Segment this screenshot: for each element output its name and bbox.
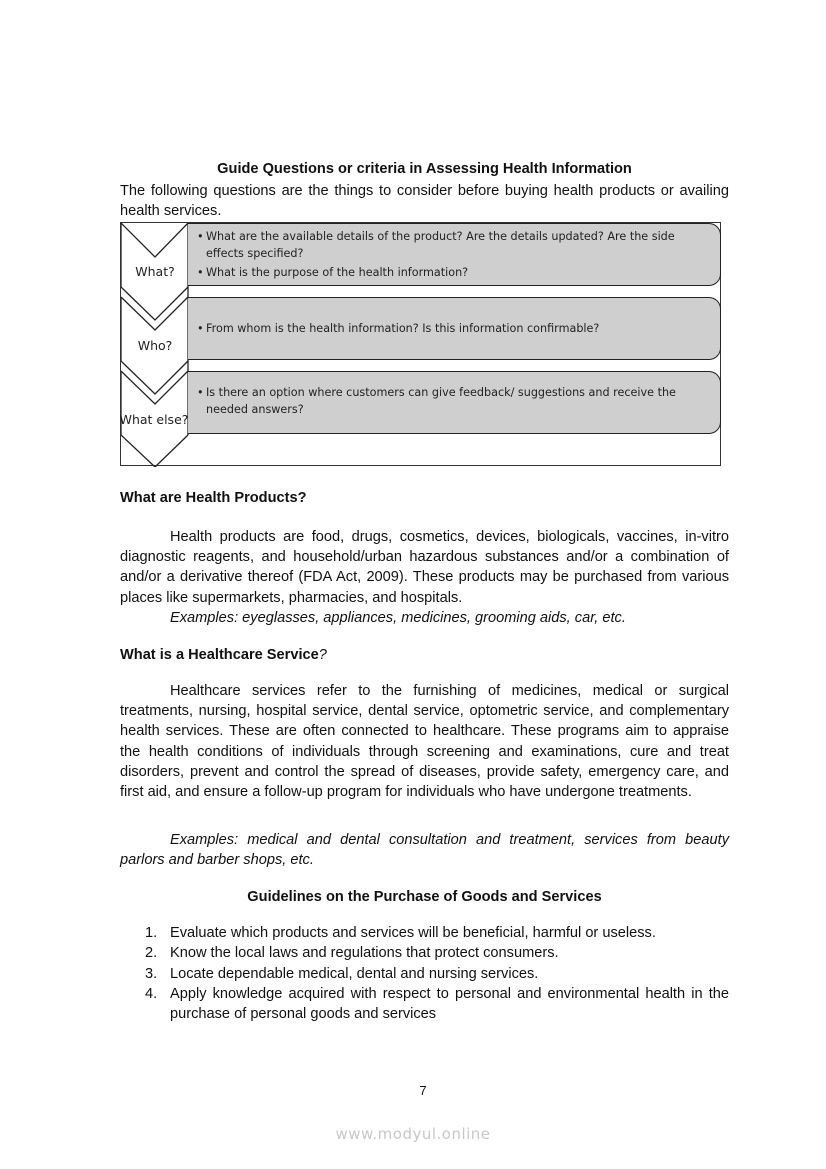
healthcare-service-paragraph: Healthcare services refer to the furnishing of medicines, medical or surgical treatments, nursing, hospital service, dental service, optometric service, and complementary health services. These are often connected to healthcare. These programs aim to appraise the health conditions of individuals through screening and examinations, cure and treat disorders, prevent and control the spread of diseases, provide safety, emergency care, and first aid, and ensure a follow-up program for individuals who have undergone treatments.	[120, 683, 729, 801]
question-item: • What is the purpose of the health information?	[197, 265, 710, 282]
list-item-number: 3.	[145, 965, 158, 982]
list-item	[145, 984, 729, 1025]
list-item-number: 2.	[145, 945, 158, 962]
list-item	[145, 923, 729, 943]
intro-paragraph: The following questions are the things to consider before buying health products or availing health services.	[120, 183, 729, 220]
question-item: • Is there an option where customers can give feedback/ suggestions and receive the needed answers?	[197, 385, 710, 418]
chevron-label-who: Who?	[137, 338, 173, 353]
heading-healthcare-service-text: What is a Healthcare Service	[120, 647, 319, 663]
question-item: • From whom is the health information? Is this information confirmable?	[197, 321, 710, 338]
chevron-label-what-else: What else?	[119, 412, 189, 427]
list-item-text: Locate dependable medical, dental and nursing services.	[170, 965, 539, 982]
guide-questions-diagram	[120, 222, 721, 466]
heading-healthcare-service	[120, 647, 327, 663]
list-item-text: Apply knowledge acquired with respect to personal and environmental health in the purchase of personal goods and services	[170, 985, 729, 1023]
list-item-number: 4.	[145, 985, 158, 1002]
guidelines-list	[145, 923, 729, 1024]
list-item-text: Know the local laws and regulations that protect consumers.	[170, 945, 559, 962]
question-box-what-else	[188, 371, 721, 434]
list-item-text: Evaluate which products and services will be beneficial, harmful or useless.	[170, 925, 656, 941]
list-item	[145, 943, 729, 963]
question-item: • What are the available details of the product? Are the details updated? Are the side effects specified?	[197, 229, 710, 262]
health-products-paragraph: Health products are food, drugs, cosmetics, devices, biologicals, vaccines, in-vitro diagnostic reagents, and household/urban hazardous substances and/or a combination of and/or a derivative thereof (FDA Act, 2009). These products may be purchased from various places like supermarkets, pharmacies, and hospitals.	[120, 529, 729, 606]
question-box-who	[188, 297, 721, 360]
chevron-label-what: What?	[135, 264, 175, 279]
watermark-text: www.modyul.online	[335, 1125, 491, 1143]
section-title-guide-questions: Guide Questions or criteria in Assessing Health Information	[217, 161, 632, 177]
list-item	[145, 964, 729, 984]
page-number: 7	[419, 1083, 427, 1098]
question-box-what	[188, 223, 721, 286]
heading-guidelines: Guidelines on the Purchase of Goods and Services	[247, 889, 602, 905]
heading-question-mark: ?	[318, 647, 327, 663]
healthcare-service-examples: Examples: medical and dental consultation and treatment, services from beauty parlors and barber shops, etc.	[120, 832, 729, 869]
health-products-examples: Examples: eyeglasses, appliances, medicines, grooming aids, car, etc.	[170, 610, 626, 626]
list-item-number: 1.	[145, 925, 158, 941]
heading-health-products: What are Health Products?	[120, 490, 307, 506]
